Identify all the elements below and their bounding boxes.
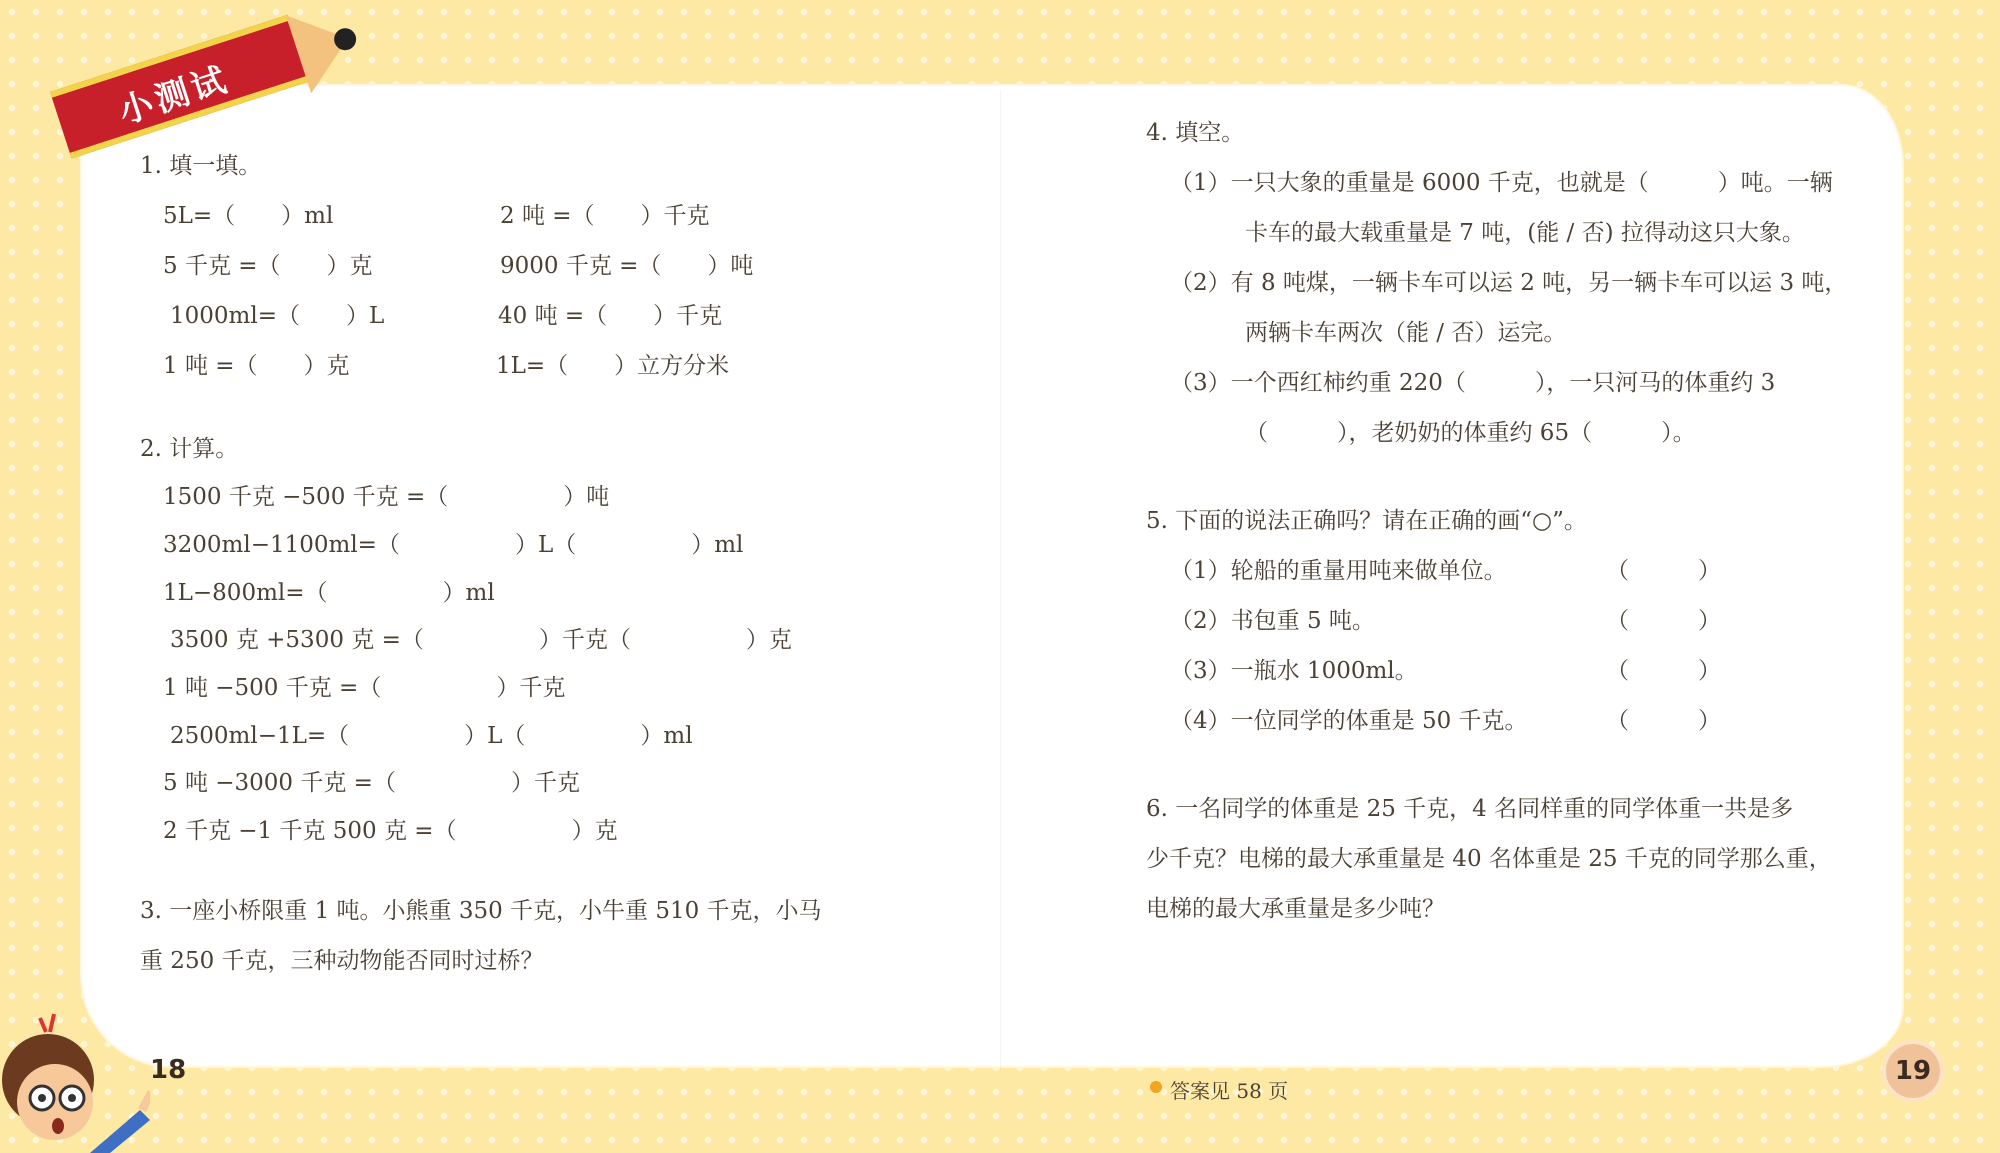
- page-divider: [1000, 90, 1001, 1070]
- q4-line: （1）一只大象的重量是 6000 千克，也就是（ ）吨。一辆: [1170, 170, 1833, 196]
- q1-item: 5L=（ ）ml: [163, 203, 334, 229]
- q3-text: 重 250 千克，三种动物能否同时过桥？: [140, 948, 544, 974]
- q2-item: 1L−800ml=（ ）ml: [163, 580, 495, 606]
- q4-line: （3）一个西红柿约重 220（ ），一只河马的体重约 3: [1170, 370, 1776, 396]
- page-number-right: 19: [1882, 1040, 1944, 1102]
- q1-heading: 1. 填一填。: [140, 153, 262, 179]
- page-number-left: 18: [150, 1055, 187, 1085]
- q2-item: 3200ml−1100ml=（ ）L（ ）ml: [163, 532, 744, 558]
- q2-heading: 2. 计算。: [140, 436, 239, 462]
- banner-title: 小测试: [113, 59, 235, 133]
- q2-item: 1 吨 −500 千克 =（ ）千克: [163, 675, 566, 701]
- q5-item: （1）轮船的重量用吨来做单位。: [1170, 558, 1507, 584]
- q6-text: 6. 一名同学的体重是 25 千克，4 名同样重的同学体重一共是多: [1146, 796, 1794, 822]
- q1-item: 1 吨 =（ ）克: [163, 353, 350, 379]
- q3-text: 3. 一座小桥限重 1 吨。小熊重 350 千克，小牛重 510 千克，小马: [140, 898, 822, 924]
- q5-heading: 5. 下面的说法正确吗？请在正确的画“○”。: [1146, 508, 1587, 534]
- q2-item: 2 千克 −1 千克 500 克 =（ ）克: [163, 818, 618, 844]
- q6-text: 电梯的最大承重量是多少吨？: [1146, 896, 1445, 922]
- q4-line: （2）有 8 吨煤，一辆卡车可以运 2 吨，另一辆卡车可以运 3 吨，: [1170, 270, 1848, 296]
- q2-item: 1500 千克 −500 千克 =（ ）吨: [163, 484, 610, 510]
- q2-item: 2500ml−1L=（ ）L（ ）ml: [170, 723, 693, 749]
- q5-item: （2）书包重 5 吨。: [1170, 608, 1375, 634]
- q1-item: 1L=（ ）立方分米: [496, 353, 730, 379]
- answer-reference: 答案见 58 页: [1170, 1079, 1289, 1103]
- q5-answer-blank[interactable]: （ ）: [1606, 558, 1721, 584]
- q5-item: （4）一位同学的体重是 50 千克。: [1170, 708, 1528, 734]
- q5-item: （3）一瓶水 1000ml。: [1170, 658, 1418, 684]
- q5-answer-blank[interactable]: （ ）: [1606, 658, 1721, 684]
- q6-text: 少千克？电梯的最大承重量是 40 名体重是 25 千克的同学那么重，: [1146, 846, 1832, 872]
- q1-item: 40 吨 =（ ）千克: [498, 303, 723, 329]
- q1-item: 5 千克 =（ ）克: [163, 253, 373, 279]
- q1-item: 9000 千克 =（ ）吨: [500, 253, 754, 279]
- bullet-dot-icon: [1150, 1081, 1162, 1093]
- q4-line: 两辆卡车两次（能 / 否）运完。: [1245, 320, 1567, 346]
- q1-item: 1000ml=（ ）L: [170, 303, 385, 329]
- q4-line: 卡车的最大载重量是 7 吨，(能 / 否) 拉得动这只大象。: [1245, 220, 1805, 246]
- q4-heading: 4. 填空。: [1146, 120, 1245, 146]
- kid-mascot-icon: [0, 1010, 150, 1153]
- q5-answer-blank[interactable]: （ ）: [1606, 708, 1721, 734]
- q4-line: （ ），老奶奶的体重约 65（ ）。: [1245, 420, 1696, 446]
- q2-item: 3500 克 +5300 克 =（ ）千克（ ）克: [170, 627, 792, 653]
- q1-item: 2 吨 =（ ）千克: [500, 203, 710, 229]
- q2-item: 5 吨 −3000 千克 =（ ）千克: [163, 770, 580, 796]
- q5-answer-blank[interactable]: （ ）: [1606, 608, 1721, 634]
